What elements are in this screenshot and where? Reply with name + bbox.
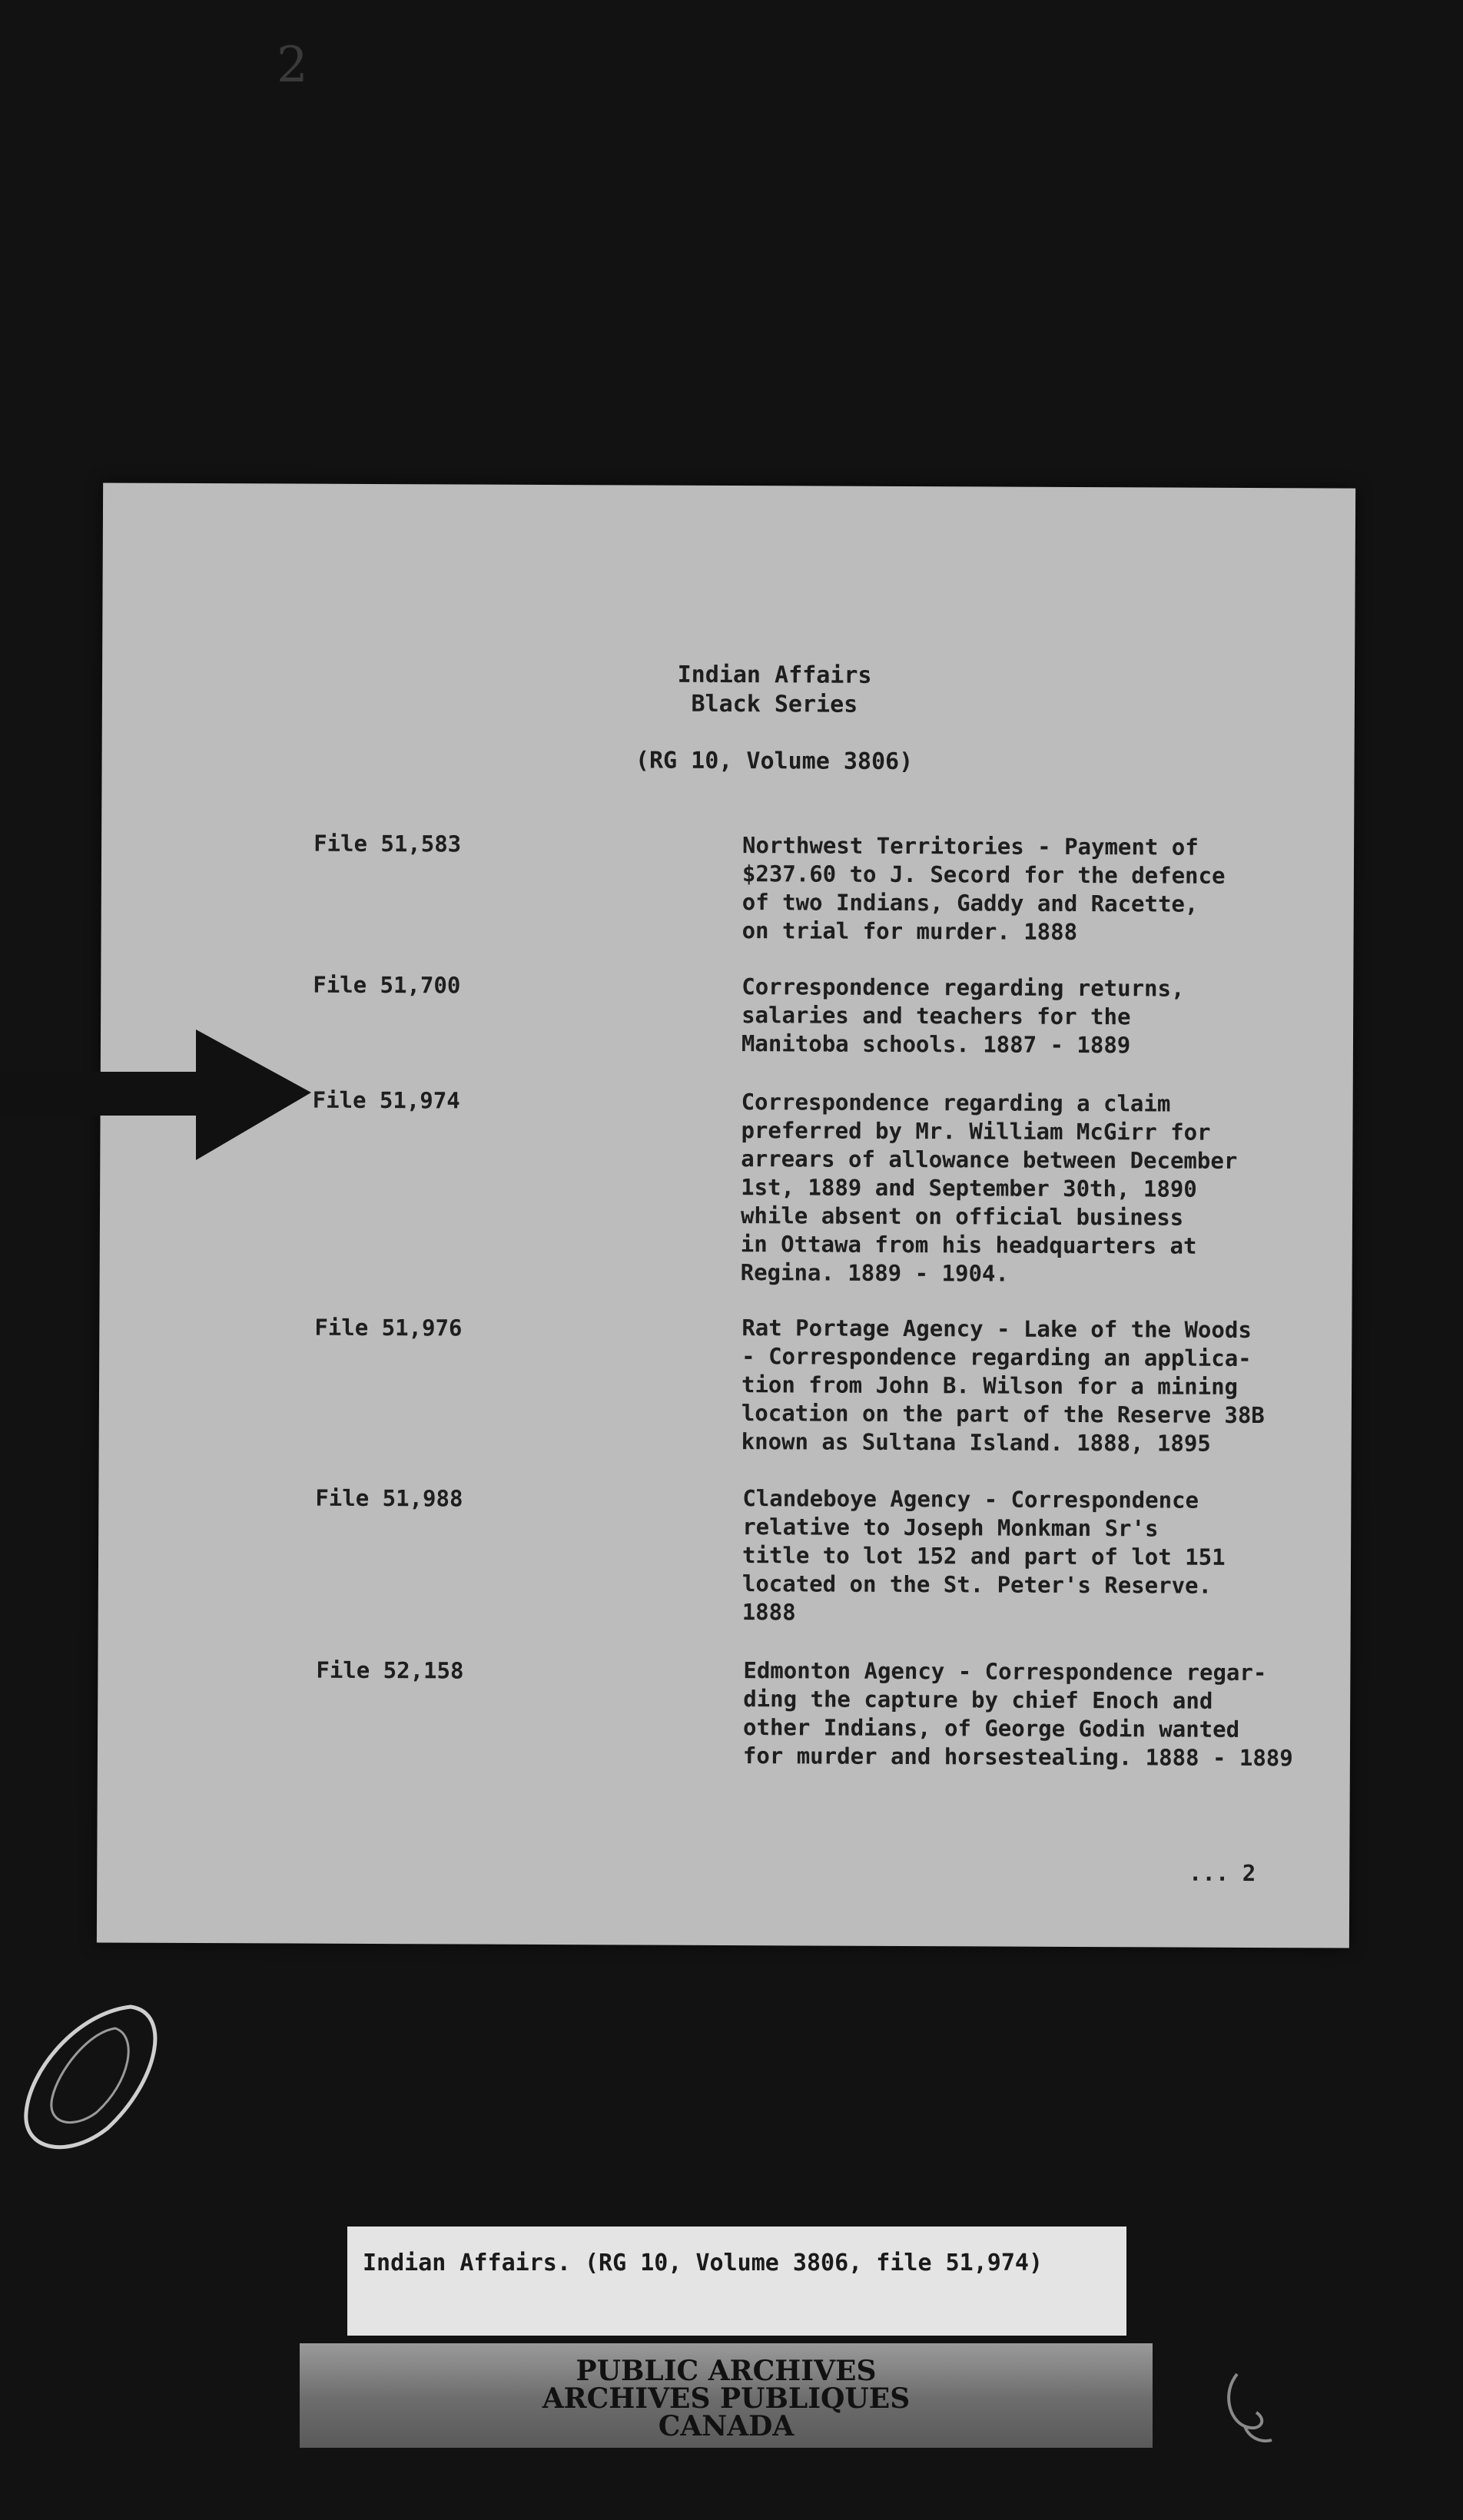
file-number: File 51,976 — [314, 1314, 463, 1341]
file-number: File 51,988 — [315, 1484, 463, 1512]
file-description: Edmonton Agency - Correspondence regar- ding the capture by chief Enoch and other Indians, of George Godin wanted for murder and horsestealing. 1888 - 1889 — [742, 1657, 1293, 1772]
file-description: Clandeboye Agency - Correspondence relative to Joseph Monkman Sr's title to lot 152 and part of lot 151 located on the St. Peter's Reserve. 1888 — [741, 1485, 1226, 1626]
stamp-line: PUBLIC ARCHIVES — [576, 2355, 877, 2387]
file-description: Correspondence regarding returns, salaries and teachers for the Manitoba schools. 1887 - 1889 — [741, 973, 1185, 1059]
file-reference-text: Indian Affairs. (RG 10, Volume 3806, file 51,974) — [363, 2250, 1043, 2276]
file-description: Northwest Territories - Payment of $237.60 to J. Secord for the defence of two Indians, Gaddy and Racette, on trial for murder. 1888 — [741, 832, 1226, 945]
page-continuation: ... 2 — [1188, 1859, 1256, 1887]
file-number: File 51,974 — [312, 1086, 460, 1114]
document-page — [97, 482, 1355, 1948]
file-description: Rat Portage Agency - Lake of the Woods - Correspondence regarding an applica- tion from John B. Wilson for a mining location on the part of the Reserve 38B known as Sultana Island. 1888, 1895 — [741, 1315, 1265, 1457]
document-header — [102, 658, 1355, 778]
file-number: File 51,700 — [313, 971, 461, 999]
scratch-mark — [1214, 2366, 1283, 2451]
arrow-pointer-icon — [0, 1030, 323, 1160]
file-number: File 51,583 — [314, 830, 462, 857]
header-series: Black Series — [691, 690, 858, 718]
file-description: Correspondence regarding a claim preferred by Mr. William McGirr for arrears of allowance between December 1st, 1889 and September 30th, 1890 while absent on official business in Ottawa from his headquarters at Regina. 1889 - 1904. — [740, 1089, 1238, 1287]
header-title: Indian Affairs — [677, 661, 872, 689]
handwritten-oval-mark — [15, 1998, 192, 2159]
stamp-line: ARCHIVES PUBLIQUES — [542, 2382, 911, 2415]
corner-mark: 2 — [277, 37, 308, 94]
file-reference-tag — [347, 2227, 1126, 2336]
stamp-line: CANADA — [658, 2410, 795, 2442]
archives-stamp — [300, 2343, 1153, 2448]
header-reference: (RG 10, Volume 3806) — [635, 747, 914, 776]
file-number: File 52,158 — [316, 1656, 464, 1684]
